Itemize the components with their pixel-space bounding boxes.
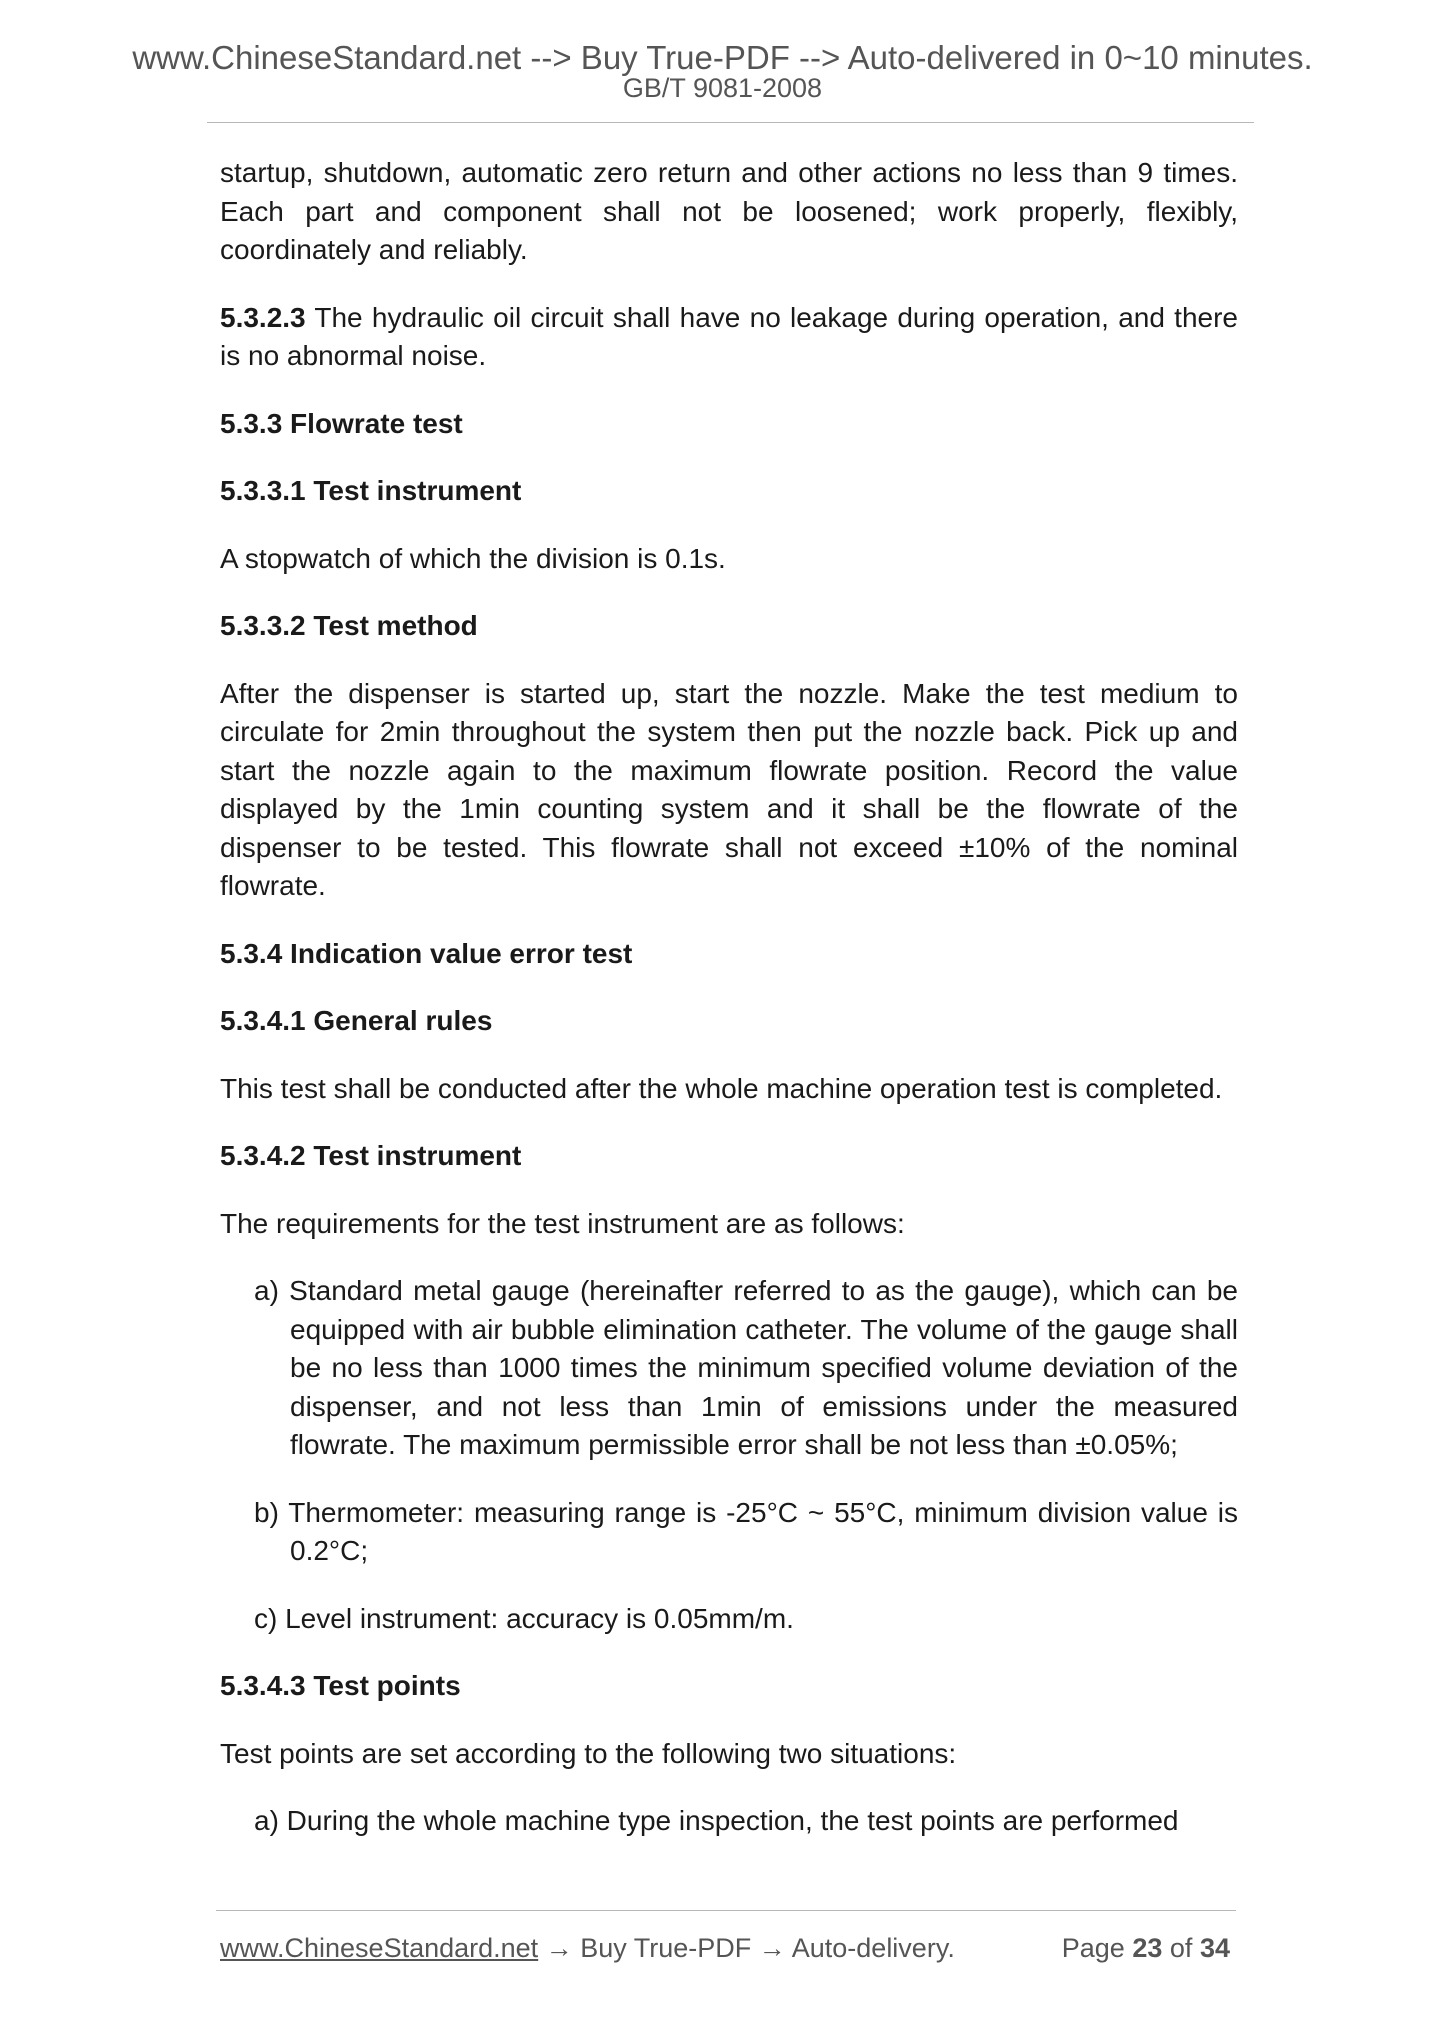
page-content bbox=[220, 154, 1238, 1870]
header-divider bbox=[207, 122, 1254, 123]
page-number bbox=[1062, 1928, 1230, 1968]
list-item-gauge: a) Standard metal gauge (hereinafter referred to as the gauge), which can be equipped with air bubble elimination catheter. The volume of the gauge shall be no less than 1000 times the minimum specified volume deviation of the dispenser, and not less than 1min of emissions under the measured flowrate. The maximum permissible error shall be not less than ±0.05%; bbox=[254, 1275, 1238, 1460]
list-item-level-instrument: c) Level instrument: accuracy is 0.05mm/m. bbox=[254, 1602, 794, 1634]
footer-site-link[interactable]: www.ChineseStandard.net bbox=[220, 1933, 539, 1963]
heading-5-3-3-2: 5.3.3.2 Test method bbox=[220, 610, 478, 641]
page-total: 34 bbox=[1199, 1933, 1230, 1963]
clause-text: The hydraulic oil circuit shall have no leakage during operation, and there is no abnormal noise. bbox=[220, 301, 1238, 371]
heading-5-3-4-3: 5.3.4.3 Test points bbox=[220, 1670, 461, 1701]
standard-code: GB/T 9081-2008 bbox=[622, 73, 823, 103]
heading-5-3-4-1: 5.3.4.1 General rules bbox=[220, 1005, 493, 1036]
heading-5-3-4-2: 5.3.4.2 Test instrument bbox=[220, 1140, 522, 1171]
footer-promo-text: → Buy True-PDF → Auto-delivery. bbox=[538, 1933, 955, 1963]
page-footer bbox=[220, 1928, 1230, 1968]
list-item-thermometer: b) Thermometer: measuring range is -25°C ~ 55°C, minimum division value is 0.2°C; bbox=[254, 1496, 1238, 1566]
heading-5-3-4: 5.3.4 Indication value error test bbox=[220, 937, 633, 969]
clause-5-3-2-3 bbox=[220, 299, 1238, 376]
footer-promo bbox=[220, 1928, 955, 1968]
clause-number: 5.3.2.3 bbox=[220, 301, 306, 333]
heading-5-3-3-1: 5.3.3.1 Test instrument bbox=[220, 475, 522, 506]
footer-divider bbox=[216, 1910, 1236, 1911]
paragraph-5-3-3-2: After the dispenser is started up, start the nozzle. Make the test medium to circulate for 2min throughout the system then put the nozzle back. Pick up and start the nozzle again to the maximum flowrate position. Record the value displayed by the 1min counting system and it shall be the flowrate of the dispenser to be tested. This flowrate shall not exceed ±10% of the nominal flowrate. bbox=[220, 677, 1238, 901]
page-current: 23 bbox=[1132, 1933, 1163, 1963]
paragraph-5-3-4-3: Test points are set according to the following two situations: bbox=[220, 1737, 957, 1769]
list-item-type-inspection: a) During the whole machine type inspection, the test points are performed bbox=[254, 1805, 1179, 1836]
page-word: Page bbox=[1061, 1933, 1125, 1963]
paragraph-5-3-3-1: A stopwatch of which the division is 0.1s. bbox=[220, 542, 726, 574]
heading-5-3-3: 5.3.3 Flowrate test bbox=[220, 407, 463, 439]
paragraph-5-3-4-2: The requirements for the test instrument are as follows: bbox=[220, 1207, 905, 1239]
header-banner: www.ChineseStandard.net --> Buy True-PDF --> Auto-delivered in 0~10 minutes. bbox=[132, 39, 1313, 76]
page-of: of bbox=[1169, 1933, 1193, 1963]
paragraph-5-3-4-1: This test shall be conducted after the whole machine operation test is completed. bbox=[220, 1072, 1223, 1104]
continuation-paragraph: startup, shutdown, automatic zero return and other actions no less than 9 times. Each part and component shall not be loosened; work properly, flexibly, coordinately and reliably. bbox=[220, 157, 1238, 265]
